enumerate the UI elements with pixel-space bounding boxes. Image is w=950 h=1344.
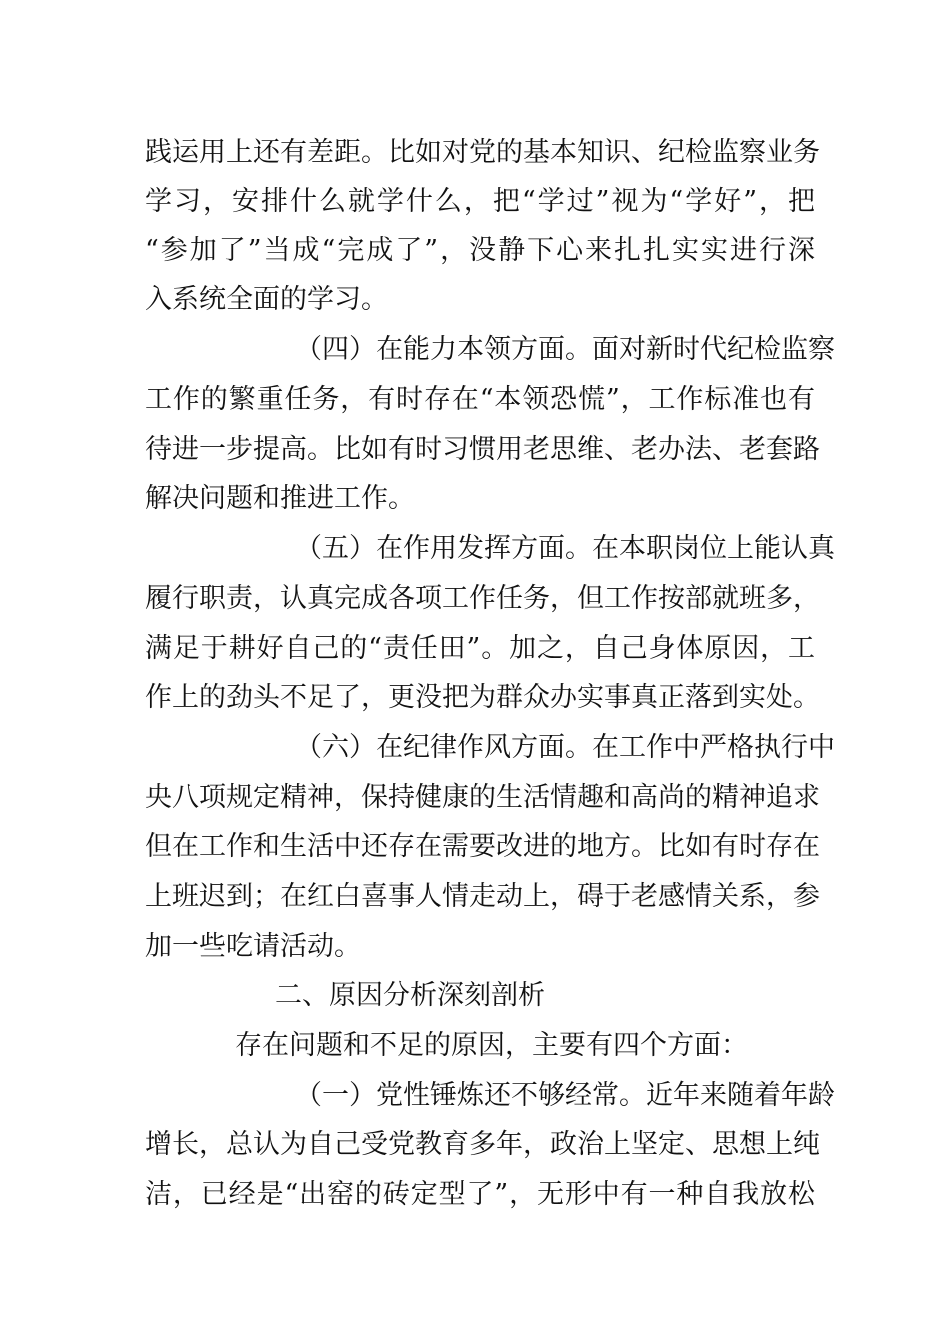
text-line: 增长，总认为自己受党教育多年，政治上坚定、思想上纯 — [145, 1129, 820, 1160]
section-heading-6: （六）在纪律作风方面。在工作中严格执行中 — [295, 732, 835, 763]
text-line: 待进一步提高。比如有时习惯用老思维、老办法、老套路 — [145, 434, 820, 465]
text-line: 学习，安排什么就学什么，把“学过”视为“学好”，把 — [145, 186, 815, 217]
text-line: 入系统全面的学习。 — [145, 284, 388, 315]
section-heading-4: （四）在能力本领方面。面对新时代纪检监察 — [295, 334, 835, 365]
text-line: 但在工作和生活中还存在需要改进的地方。比如有时存在 — [145, 831, 820, 862]
text-line: 履行职责，认真完成各项工作任务，但工作按部就班多， — [145, 583, 820, 614]
chapter-heading: 二、原因分析深刻剖析 — [275, 980, 545, 1011]
intro-line: 存在问题和不足的原因，主要有四个方面： — [235, 1030, 748, 1061]
text-line: 解决问题和推进工作。 — [145, 483, 415, 514]
text-line: 洁，已经是“出窑的砖定型了”，无形中有一种自我放松 — [145, 1179, 815, 1210]
section-heading-1: （一）党性锤炼还不够经常。近年来随着年龄 — [295, 1080, 835, 1111]
text-line: 工作的繁重任务，有时存在“本领恐慌”，工作标准也有 — [145, 384, 815, 415]
text-line: 作上的劲头不足了，更没把为群众办实事真正落到实处。 — [145, 682, 820, 713]
text-line: 加一些吃请活动。 — [145, 931, 361, 962]
text-line: 践运用上还有差距。比如对党的基本知识、纪检监察业务 — [145, 137, 820, 168]
text-line: “参加了”当成“完成了”，没静下心来扎扎实实进行深 — [145, 235, 815, 266]
section-heading-5: （五）在作用发挥方面。在本职岗位上能认真 — [295, 533, 835, 564]
text-line: 上班迟到；在红白喜事人情走动上，碍于老感情关系，参 — [145, 881, 820, 912]
text-line: 满足于耕好自己的“责任田”。加之，自己身体原因，工 — [145, 633, 815, 664]
text-line: 央八项规定精神，保持健康的生活情趣和高尚的精神追求 — [145, 782, 820, 813]
